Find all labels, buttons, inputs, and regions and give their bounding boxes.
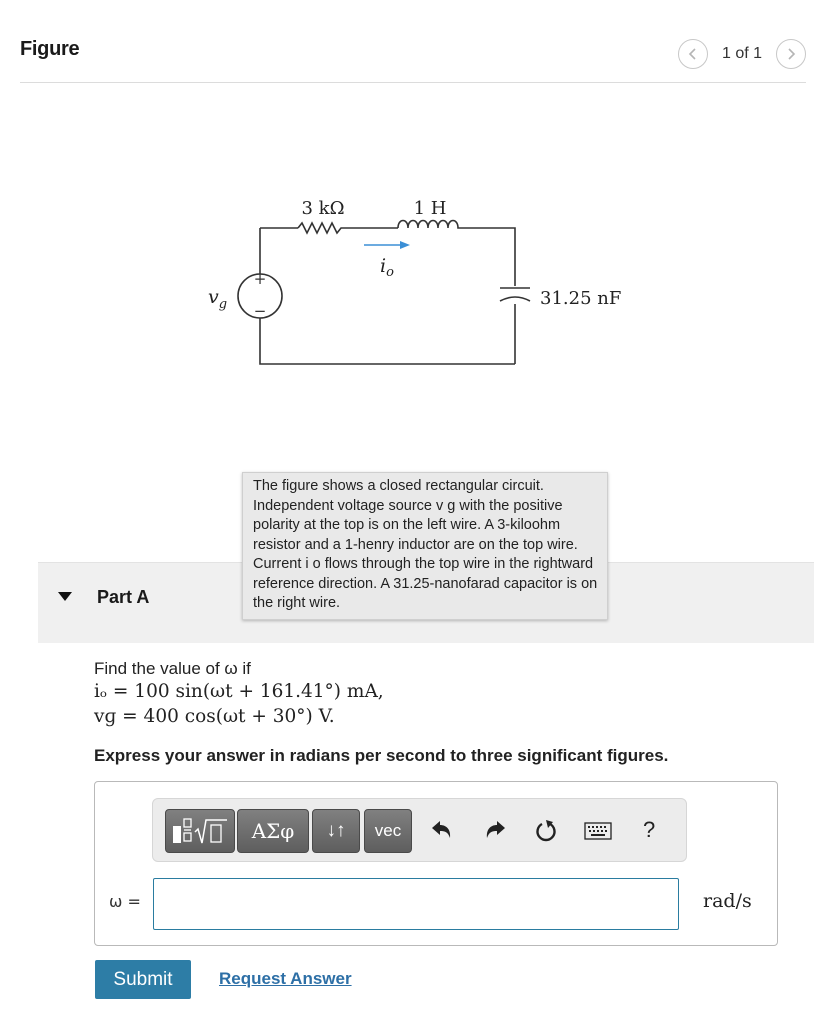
templates-icon: [169, 814, 231, 848]
next-figure-button[interactable]: [776, 39, 806, 69]
vector-button[interactable]: vec: [364, 809, 412, 853]
submit-button[interactable]: Submit: [95, 960, 191, 999]
header-divider: [20, 82, 806, 83]
source-plus-sign: +: [253, 270, 267, 288]
capacitor-bottom-plate: [500, 297, 530, 301]
top-right-wire: [462, 228, 515, 286]
subscript-superscript-button[interactable]: ↓↑: [312, 809, 360, 853]
figure-pager: [678, 38, 806, 70]
source-label-main: v: [208, 286, 219, 308]
capacitor-label: 31.25 nF: [540, 288, 622, 309]
chevron-right-icon: [785, 48, 797, 60]
source-label-sub: g: [218, 297, 228, 312]
source-label: [208, 286, 227, 312]
equation-current: iₒ = 100 sin(ωt + 161.41°) mA,: [94, 681, 384, 702]
figure-title: Figure: [20, 38, 80, 60]
previous-figure-button[interactable]: [678, 39, 708, 69]
keyboard-icon[interactable]: [584, 822, 612, 840]
reset-icon[interactable]: [534, 819, 558, 843]
chevron-left-icon: [687, 48, 699, 60]
templates-button[interactable]: [165, 809, 235, 853]
resistor-label: 3 kΩ: [301, 198, 345, 219]
omega-variable-label: ω =: [109, 892, 141, 911]
collapse-arrow-icon[interactable]: [58, 592, 72, 601]
current-label: [380, 255, 394, 280]
greek-symbols-button[interactable]: ΑΣφ: [237, 809, 309, 853]
current-label-main: i: [380, 255, 387, 277]
unit-label: rad/s: [703, 890, 752, 912]
inductor-symbol: [398, 221, 462, 229]
omega-answer-input[interactable]: [153, 878, 679, 930]
answer-instruction: Express your answer in radians per second to three significant figures.: [94, 746, 669, 765]
figure-description-tooltip: The figure shows a closed rectangular circuit. Independent voltage source v g with the positive polarity at the top is on the left wire. A 3-kiloohm resistor and a 1-henry inductor are on the top wire. Current i o flows through the top wire in the rightward reference direction. A 31.25-nanofarad capacitor is on the right wire.: [242, 472, 608, 620]
current-arrow-head: [400, 241, 410, 249]
circuit-diagram: [180, 170, 650, 400]
bottom-wire: [260, 318, 515, 364]
math-toolbar: [152, 798, 687, 862]
part-label: Part A: [97, 587, 150, 607]
pager-count: 1 of 1: [721, 45, 762, 62]
equation-voltage: vɡ = 400 cos(ωt + 30°) V.: [94, 706, 335, 727]
source-minus-sign: −: [253, 302, 267, 320]
top-left-wire: [260, 228, 298, 274]
answer-box: [94, 781, 778, 946]
inductor-label: 1 H: [413, 198, 447, 219]
request-answer-link[interactable]: Request Answer: [219, 969, 352, 988]
redo-icon[interactable]: [483, 819, 507, 841]
help-icon[interactable]: ?: [643, 817, 656, 842]
undo-icon[interactable]: [430, 819, 454, 841]
current-label-sub: o: [386, 265, 394, 280]
resistor-symbol: [298, 223, 346, 233]
question-text: [94, 659, 384, 729]
question-intro: Find the value of ω if: [94, 659, 251, 678]
